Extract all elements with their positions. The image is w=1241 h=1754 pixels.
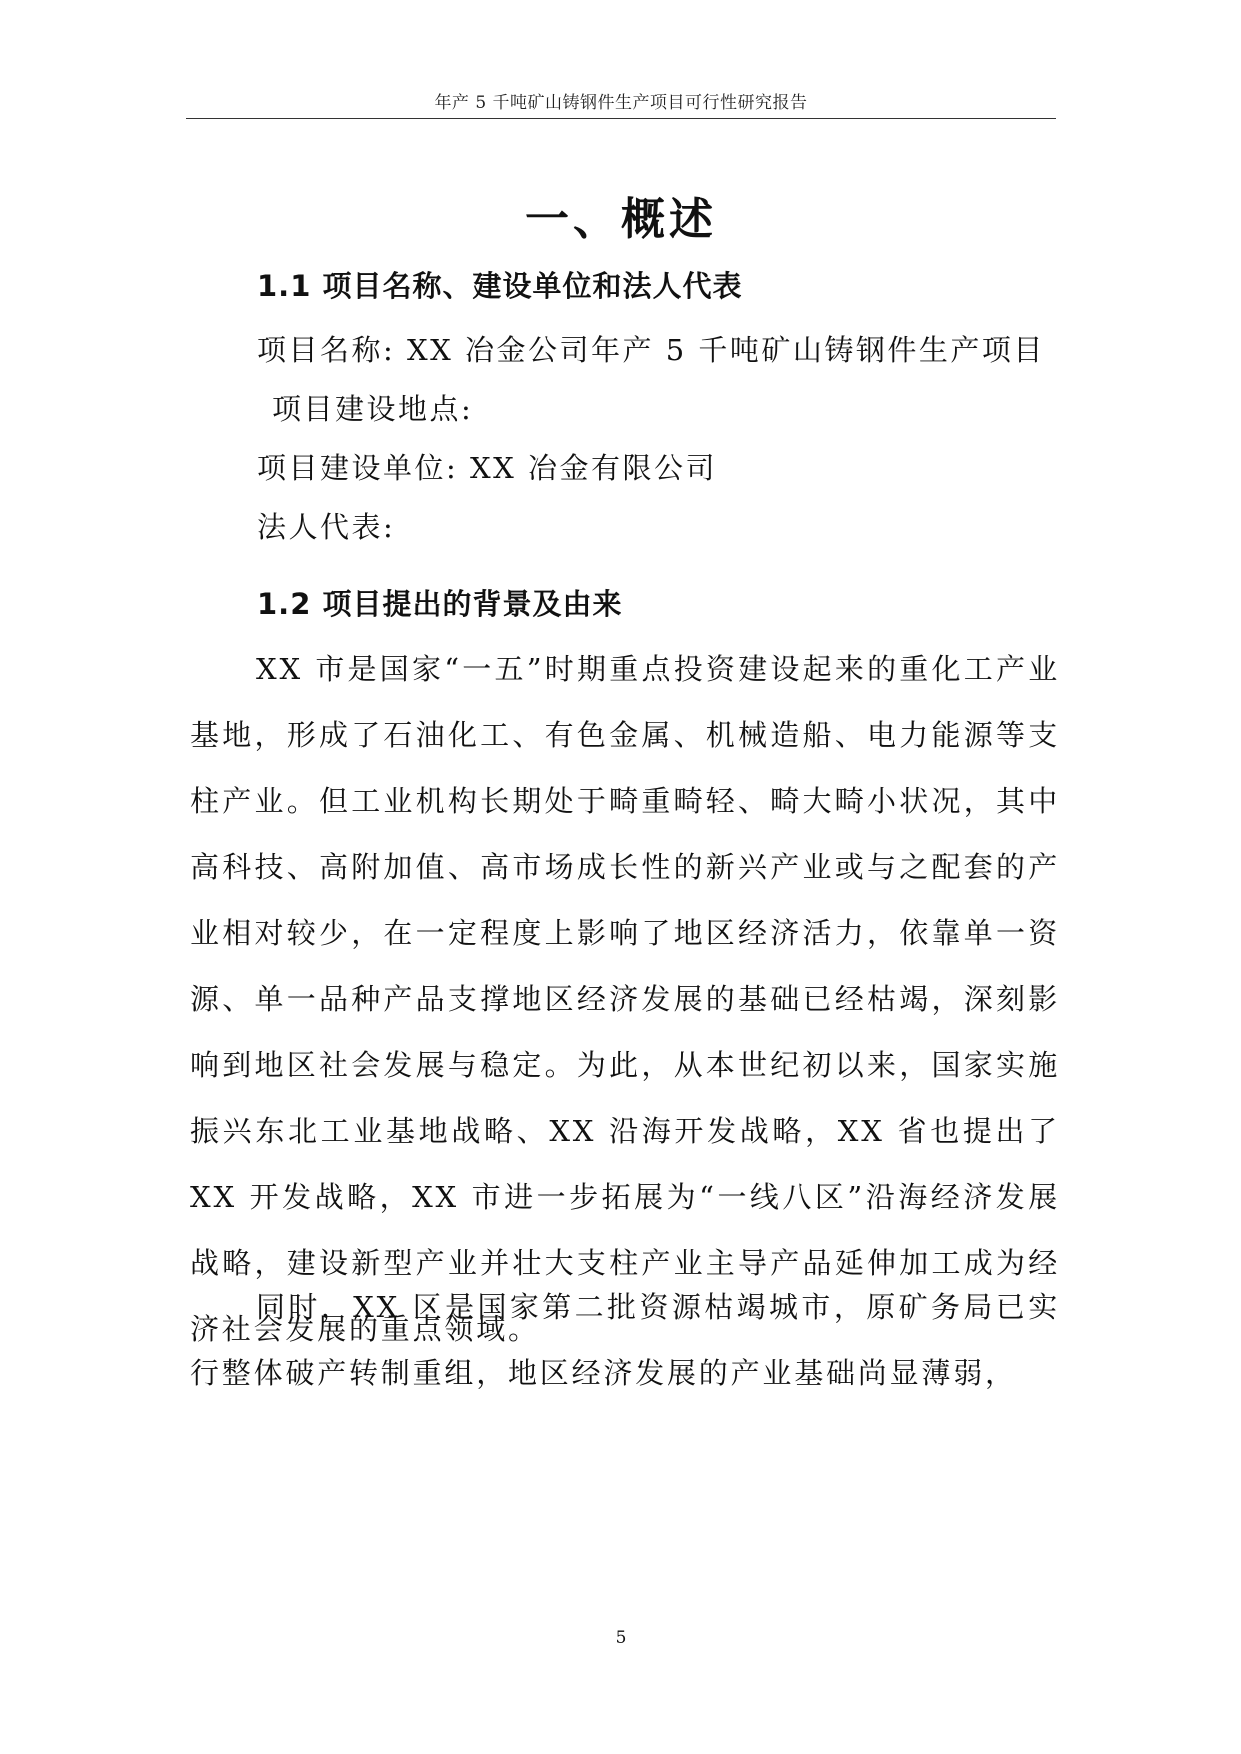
chapter-title: 一、概述 xyxy=(525,194,717,245)
legal-representative-line: 法人代表: xyxy=(257,510,396,544)
page-number: 5 xyxy=(615,1628,627,1648)
section-heading-1-1: 1.1 项目名称、建设单位和法人代表 xyxy=(257,269,743,303)
project-location-line: 项目建设地点: xyxy=(272,392,474,426)
background-paragraph-1: XX 市是国家“一五”时期重点投资建设起来的重化工产业基地，形成了石油化工、有色金属、机械造船、电力能源等支柱产业。但工业机构长期处于畸重畸轻、畸大畸小状况，其中高科技、高附加值、高市场成长性的新兴产业或与之配套的产业相对较少，在一定程度上影响了地区经济活力，依靠单一资源、单一品种产品支撑地区经济发展的基础已经枯竭，深刻影响到地区社会发展与稳定。为此，从本世纪初以来，国家实施振兴东北工业基地战略、XX 沿海开发战略，XX 省也提出了 XX 开发战略，XX 市进一步拓展为“一线八区”沿海经济发展战略，建设新型产业并壮大支柱产业主导产品延伸加工成为经济社会发展的重点领域。 xyxy=(190,652,1060,1346)
background-paragraph-2: 同时，XX 区是国家第二批资源枯竭城市，原矿务局已实行整体破产转制重组，地区经济发展的产业基础尚显薄弱， xyxy=(190,1290,1060,1390)
running-header: 年产 5 千吨矿山铸钢件生产项目可行性研究报告 xyxy=(434,93,808,113)
construction-unit-line: 项目建设单位: XX 冶金有限公司 xyxy=(257,451,717,485)
header-divider xyxy=(186,118,1056,119)
section-heading-1-2: 1.2 项目提出的背景及由来 xyxy=(257,587,623,621)
project-name-line: 项目名称: XX 冶金公司年产 5 千吨矿山铸钢件生产项目 xyxy=(257,333,1045,367)
